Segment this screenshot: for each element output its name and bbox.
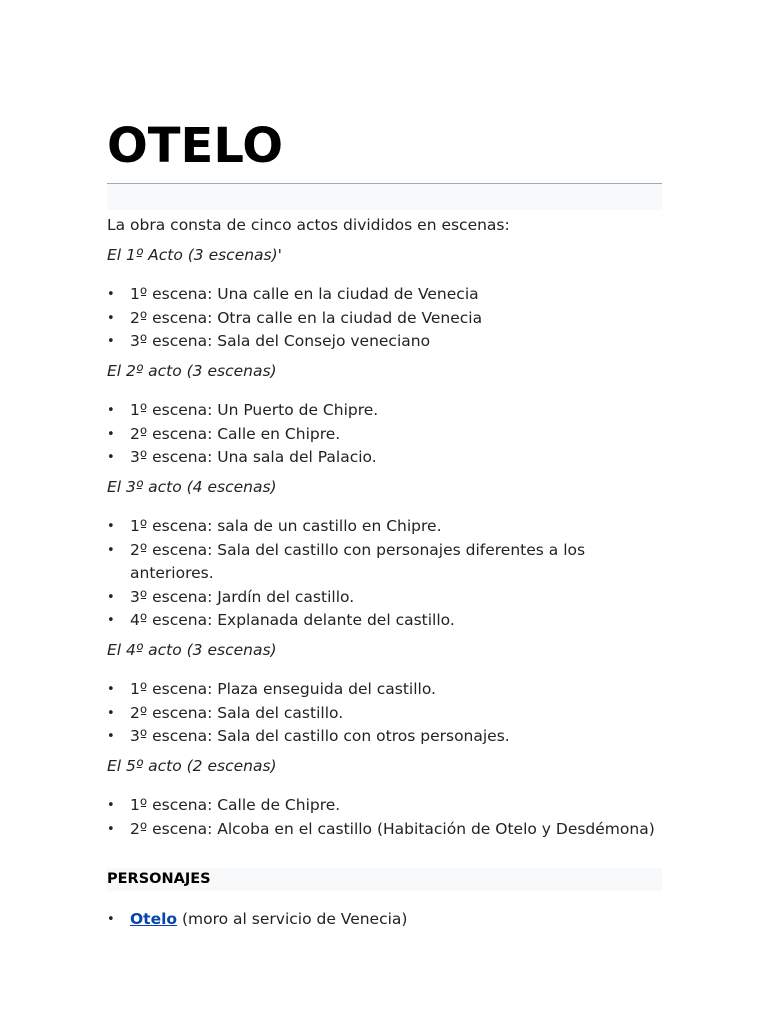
acts-section	[107, 214, 662, 847]
list-item: • 3º escena: Sala del Consejo veneciano	[130, 330, 662, 354]
characters-section	[107, 908, 662, 938]
character-description: (moro al servicio de Venecia)	[177, 910, 408, 928]
list-item: • 2º escena: Sala del castillo con personajes diferentes a los anteriores.	[130, 539, 662, 586]
intro-text: La obra consta de cinco actos divididos en escenas:	[107, 216, 510, 234]
list-item: • 4º escena: Explanada delante del castillo.	[130, 609, 662, 633]
list-item: • 1º escena: Calle de Chipre.	[130, 794, 662, 818]
act-heading: El 1º Acto (3 escenas)'	[107, 245, 282, 264]
list-item: • 1º escena: Una calle en la ciudad de Venecia	[130, 283, 662, 307]
characters-heading: PERSONAJES	[107, 871, 211, 887]
act-heading: El 4º acto (3 escenas)	[107, 640, 277, 659]
title-band	[107, 184, 662, 210]
list-item	[130, 908, 662, 932]
list-item: • 1º escena: Un Puerto de Chipre.	[130, 399, 662, 423]
list-item: • 3º escena: Jardín del castillo.	[130, 586, 662, 610]
list-item: • 2º escena: Sala del castillo.	[130, 702, 662, 726]
act-heading: El 3º acto (4 escenas)	[107, 477, 277, 496]
scene-list	[107, 515, 662, 633]
scene-list	[107, 678, 662, 749]
scene-list	[107, 794, 662, 841]
list-item: • 2º escena: Alcoba en el castillo (Habitación de Otelo y Desdémona)	[130, 818, 662, 842]
act-heading: El 2º acto (3 escenas)	[107, 361, 277, 380]
scene-list	[107, 399, 662, 470]
scene-list	[107, 283, 662, 354]
act-heading: El 5º acto (2 escenas)	[107, 756, 277, 775]
list-item: • 3º escena: Sala del castillo con otros personajes.	[130, 725, 662, 749]
character-list	[107, 908, 662, 932]
list-item: • 1º escena: sala de un castillo en Chipre.	[130, 515, 662, 539]
page-title: OTELO	[107, 118, 284, 174]
character-link-otelo[interactable]: Otelo	[130, 910, 178, 928]
list-item: • 1º escena: Plaza enseguida del castillo.	[130, 678, 662, 702]
list-item: • 3º escena: Una sala del Palacio.	[130, 446, 662, 470]
list-item: • 2º escena: Otra calle en la ciudad de Venecia	[130, 307, 662, 331]
list-item: • 2º escena: Calle en Chipre.	[130, 423, 662, 447]
